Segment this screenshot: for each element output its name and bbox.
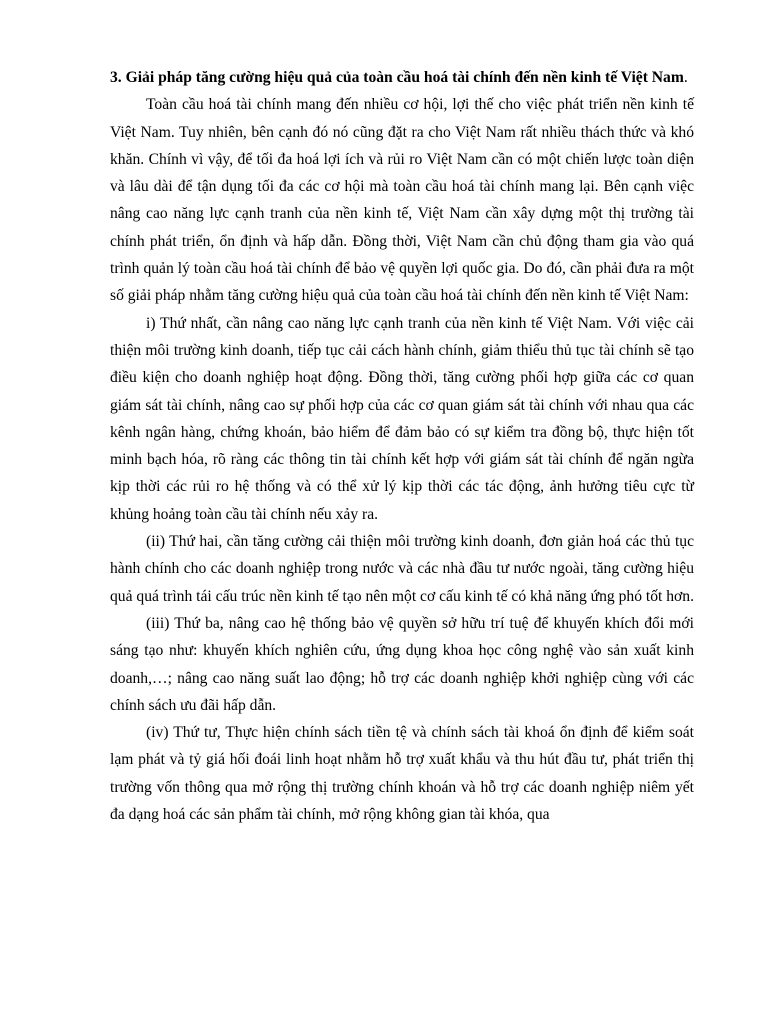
section-heading xyxy=(110,64,694,91)
section-heading-text: 3. Giải pháp tăng cường hiệu quả của toàn cầu hoá tài chính đến nền kinh tế Việt Nam xyxy=(110,69,684,86)
solution-paragraph-2: (ii) Thứ hai, cần tăng cường cải thiện môi trường kinh doanh, đơn giản hoá các thủ tục hành chính cho các doanh nghiệp trong nước và các nhà đầu tư nước ngoài, tăng cường hiệu quả quá trình tái cấu trúc nền kinh tế tạo nên một cơ cấu kinh tế có khả năng ứng phó tốt hơn. xyxy=(110,533,694,605)
solution-paragraph-1: i) Thứ nhất, cần nâng cao năng lực cạnh tranh của nền kinh tế Việt Nam. Với việc cải thiện môi trường kinh doanh, tiếp tục cải cách hành chính, giảm thiểu thủ tục tài chính sẽ tạo điều kiện cho doanh nghiệp hoạt động. Đồng thời, tăng cường phối hợp giữa các cơ quan giám sát tài chính, nâng cao sự phối hợp của các cơ quan giám sát tài chính với nhau qua các kênh ngân hàng, chứng khoán, bảo hiểm để đảm bảo có sự kiểm tra đồng bộ, thực hiện tốt minh bạch hóa, rõ ràng các thông tin tài chính kết hợp với giám sát tài chính để ngăn ngừa kịp thời các rủi ro hệ thống và có thể xử lý kịp thời các tác động, ảnh hưởng tiêu cực từ khủng hoảng toàn cầu tài chính nếu xảy ra. xyxy=(110,314,694,523)
solution-paragraph-3: (iii) Thứ ba, nâng cao hệ thống bảo vệ quyền sở hữu trí tuệ để khuyến khích đổi mới sáng tạo như: khuyến khích nghiên cứu, ứng dụng khoa học công nghệ vào sản xuất kinh doanh,…; nâng cao năng suất lao động; hỗ trợ các doanh nghiệp khởi nghiệp cùng với các chính sách ưu đãi hấp dẫn. xyxy=(110,614,694,714)
document-page xyxy=(110,64,694,828)
section-heading-period: . xyxy=(683,69,688,86)
intro-paragraph: Toàn cầu hoá tài chính mang đến nhiều cơ hội, lợi thế cho việc phát triển nền kinh tế Việt Nam. Tuy nhiên, bên cạnh đó nó cũng đặt ra cho Việt Nam rất nhiều thách thức và khó khăn. Chính vì vậy, để tối đa hoá lợi ích và rủi ro Việt Nam cần có một chiến lược toàn diện và lâu dài để tận dụng tối đa các cơ hội mà toàn cầu hoá tài chính mang lại. Bên cạnh việc nâng cao năng lực cạnh tranh của nền kinh tế, Việt Nam cần xây dựng một thị trường tài chính phát triển, ổn định và hấp dẫn. Đồng thời, Việt Nam cần chủ động tham gia vào quá trình quản lý toàn cầu hoá tài chính để bảo vệ quyền lợi quốc gia. Do đó, cần phải đưa ra một số giải pháp nhằm tăng cường hiệu quả của toàn cầu hoá tài chính đến nền kinh tế Việt Nam: xyxy=(110,96,694,305)
solution-paragraph-4: (iv) Thứ tư, Thực hiện chính sách tiền tệ và chính sách tài khoá ổn định để kiểm soát lạm phát và tỷ giá hối đoái linh hoạt nhằm hỗ trợ xuất khẩu và thu hút đầu tư, phát triển thị trường vốn thông qua mở rộng thị trường chính khoán và hỗ trợ các doanh nghiệp niêm yết đa dạng hoá các sản phẩm tài chính, mở rộng không gian tài khóa, qua xyxy=(110,724,694,824)
